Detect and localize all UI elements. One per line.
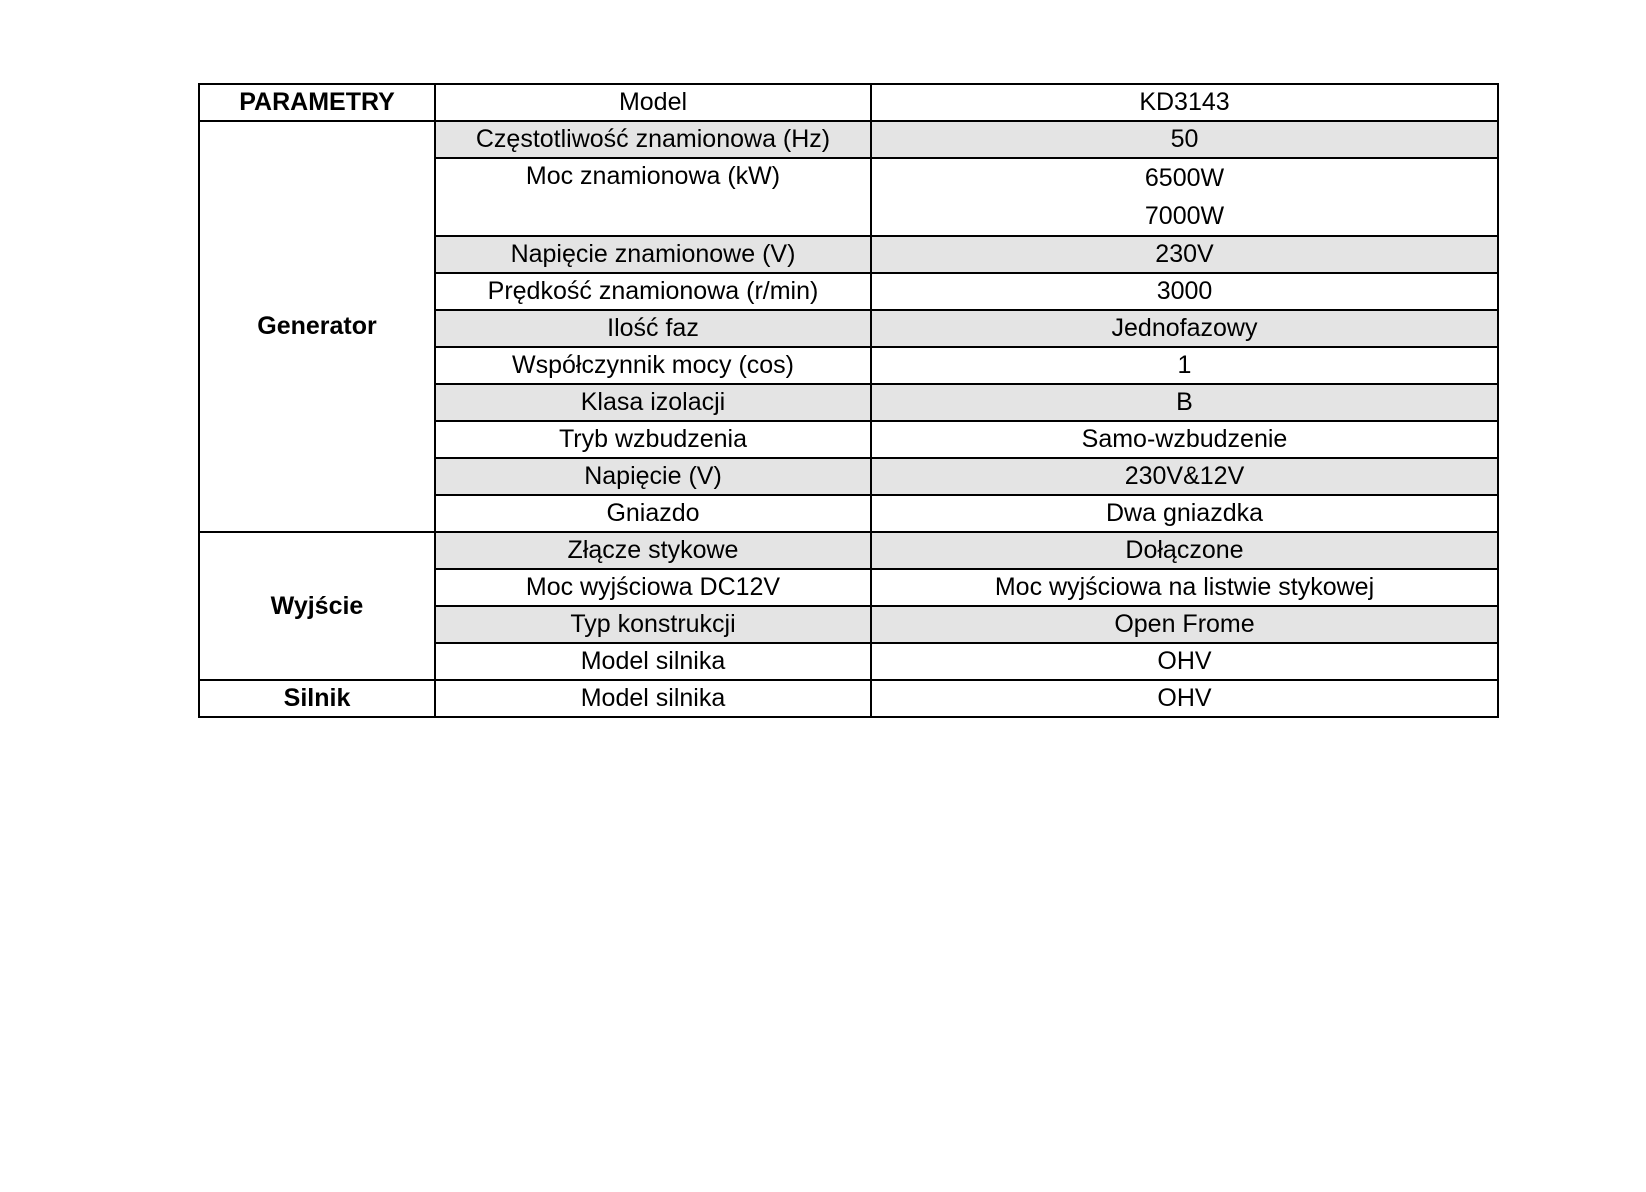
value-cell xyxy=(871,158,1498,236)
value-cell: Samo-wzbudzenie xyxy=(871,421,1498,458)
table-row xyxy=(199,680,1498,717)
value-cell: 50 xyxy=(871,121,1498,158)
value-cell: B xyxy=(871,384,1498,421)
header-model-value: KD3143 xyxy=(871,84,1498,121)
header-model-label: Model xyxy=(435,84,871,121)
value-cell: Moc wyjściowa na listwie stykowej xyxy=(871,569,1498,606)
param-cell: Gniazdo xyxy=(435,495,871,532)
param-cell: Tryb wzbudzenia xyxy=(435,421,871,458)
value-cell: 230V&12V xyxy=(871,458,1498,495)
param-cell: Napięcie znamionowe (V) xyxy=(435,236,871,273)
value-cell: 3000 xyxy=(871,273,1498,310)
table-row xyxy=(199,121,1498,158)
group-generator: Generator xyxy=(199,121,435,532)
value-cell: 1 xyxy=(871,347,1498,384)
param-cell: Moc wyjściowa DC12V xyxy=(435,569,871,606)
group-silnik: Silnik xyxy=(199,680,435,717)
value-line: 7000W xyxy=(1144,202,1225,230)
header-parametry: PARAMETRY xyxy=(199,84,435,121)
value-cell: OHV xyxy=(871,643,1498,680)
param-cell: Moc znamionowa (kW) xyxy=(435,158,871,236)
value-cell: 230V xyxy=(871,236,1498,273)
param-cell: Klasa izolacji xyxy=(435,384,871,421)
spec-table xyxy=(198,83,1499,718)
param-cell: Model silnika xyxy=(435,643,871,680)
value-cell: Jednofazowy xyxy=(871,310,1498,347)
param-cell: Częstotliwość znamionowa (Hz) xyxy=(435,121,871,158)
param-cell: Napięcie (V) xyxy=(435,458,871,495)
param-cell: Złącze stykowe xyxy=(435,532,871,569)
param-cell: Współczynnik mocy (cos) xyxy=(435,347,871,384)
value-cell: Dołączone xyxy=(871,532,1498,569)
value-cell: Dwa gniazdka xyxy=(871,495,1498,532)
param-cell: Ilość faz xyxy=(435,310,871,347)
value-cell: Open Frome xyxy=(871,606,1498,643)
group-wyjscie: Wyjście xyxy=(199,532,435,680)
table-header-row xyxy=(199,84,1498,121)
param-cell: Prędkość znamionowa (r/min) xyxy=(435,273,871,310)
param-cell: Model silnika xyxy=(435,680,871,717)
value-cell: OHV xyxy=(871,680,1498,717)
table-row xyxy=(199,532,1498,569)
value-line: 6500W xyxy=(1144,164,1225,192)
param-cell: Typ konstrukcji xyxy=(435,606,871,643)
